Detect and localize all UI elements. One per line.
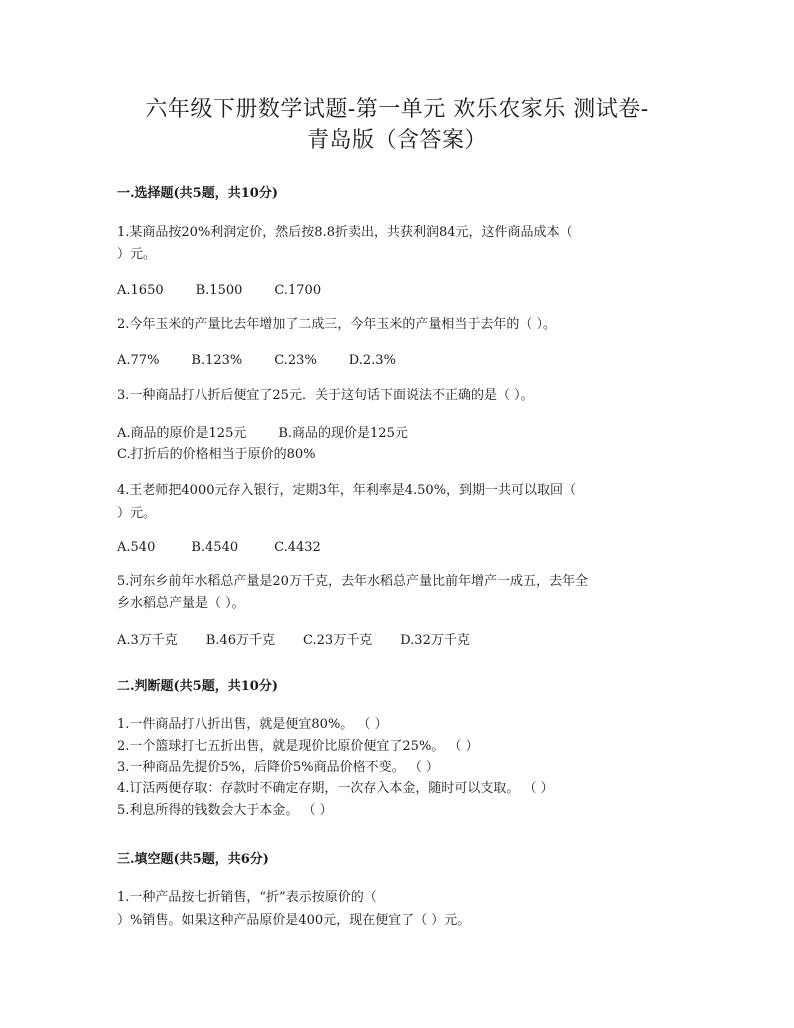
question-5-options — [117, 632, 498, 650]
question-4-line-1: 4.王老师把4000元存入银行，定期3年，年利率是4.50%，到期一共可以取回（ — [117, 483, 577, 498]
question-1-options — [117, 282, 353, 300]
judgement-item-5: 5.利息所得的钱数会大于本金。 （ ） — [117, 803, 333, 818]
option: A.商品的原价是125元 — [117, 426, 247, 441]
section-heading-judgement: 二.判断题(共5题，共10分) — [117, 679, 278, 694]
title-line-2: 青岛版（含答案） — [306, 128, 487, 153]
question-5-line-1: 5.河东乡前年水稻总产量是20万千克，去年水稻总产量比前年增产一成五，去年全 — [117, 574, 588, 589]
question-1-line-2: ）元。 — [117, 247, 157, 262]
document-title — [0, 94, 794, 156]
option: B.123% — [191, 353, 243, 368]
option: A.3万千克 — [117, 633, 178, 648]
question-3-options-row-1 — [117, 425, 440, 443]
option: C.4432 — [274, 540, 321, 555]
question-4-options — [117, 539, 357, 557]
option: C.23万千克 — [303, 633, 373, 648]
question-5-line-2: 乡水稻总产量是（ ）。 — [117, 596, 245, 611]
option: A.1650 — [117, 283, 164, 298]
judgement-item-4: 4.订活两便存取：存款时不确定存期，一次存入本金，随时可以支取。 （ ） — [117, 781, 554, 796]
question-2: 2.今年玉米的产量比去年增加了二成三，今年玉米的产量相当于去年的（ ）。 — [117, 317, 557, 332]
judgement-item-2: 2.一个篮球打七五折出售，就是现价比原价便宜了25%。 （ ） — [117, 739, 479, 754]
option: C.23% — [274, 353, 317, 368]
judgement-item-3: 3.一种商品先提价5%，后降价5%商品价格不变。 （ ） — [117, 760, 439, 775]
question-3: 3.一种商品打八折后便宜了25元．关于这句话下面说法不正确的是（ ）。 — [117, 388, 534, 403]
option: C.1700 — [274, 283, 322, 298]
option: B.4540 — [191, 540, 239, 555]
option: B.1500 — [195, 283, 243, 298]
option: A.540 — [117, 540, 156, 555]
judgement-item-1: 1.一件商品打八折出售，就是便宜80%。 （ ） — [117, 717, 388, 732]
question-4-line-2: ）元。 — [117, 506, 157, 521]
question-3-option-c: C.打折后的价格相当于原价的80% — [117, 447, 316, 462]
option: B.46万千克 — [205, 633, 276, 648]
title-line-1: 六年级下册数学试题-第一单元 欢乐农家乐 测试卷- — [145, 97, 649, 122]
option: D.2.3% — [348, 353, 396, 368]
question-1-line-1: 1.某商品按20%利润定价，然后按8.8折卖出，共获利润84元，这件商品成本（ — [117, 225, 573, 240]
option: D.32万千克 — [400, 633, 470, 648]
option: B.商品的现价是125元 — [278, 426, 408, 441]
fill-question-1-line-2: ）%销售。如果这种产品原价是400元，现在便宜了（ ）元。 — [117, 913, 471, 928]
section-heading-choice: 一.选择题(共5题，共10分) — [117, 186, 278, 201]
question-2-options — [117, 352, 428, 370]
section-heading-fill-blank: 三.填空题(共5题，共6分) — [117, 852, 269, 867]
fill-question-1-line-1: 1.一种产品按七折销售，“折”表示按原价的（ — [117, 890, 377, 905]
option: A.77% — [117, 353, 160, 368]
